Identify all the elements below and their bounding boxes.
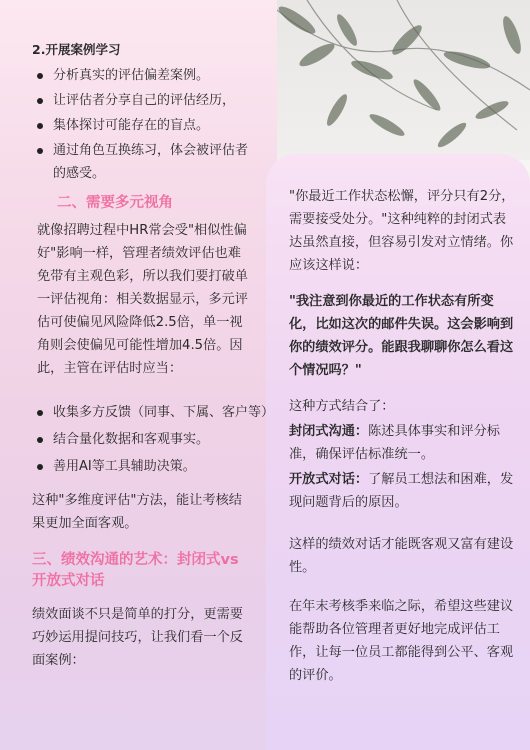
section2-heading: 2.开展案例学习 [32, 42, 121, 57]
closed-communication [289, 420, 517, 466]
closed-label: 封闭式沟通： [289, 424, 369, 439]
right-quote: "我注意到你最近的工作状态有所变化，比如这次的邮件失误。这会影响到你的绩效评分。能跟我聊聊你怎么看这个情况吗？" [289, 294, 514, 378]
plant-leaves-icon [277, 0, 530, 160]
open-text: 了解员工想法和困难，发现问题背后的原因。 [289, 472, 514, 510]
right-paragraph-three: 在年末考核季来临之际，希望这些建议能帮助各位管理者更好地完成评估工作，让每一位员工都能得到公平、客观的评价。 [289, 599, 514, 683]
paragraph-two: 就像招聘过程中HR常会受"相似性偏好"影响一样，管理者绩效评估也难免带有主观色彩，所以我们要打破单一评估视角：相关数据显示，多元评估可使偏见风险降低2.5倍，单一视角则会使偏见可能性增加4.5倍。因此，主管在评估时应当： [37, 223, 248, 376]
list-item: 让评估者分享自己的评估经历， [32, 89, 264, 112]
list-item: 结合量化数据和客观事实。 [32, 428, 272, 451]
bullet-list-two [32, 401, 275, 478]
right-paragraph-two: 这样的绩效对话才能既客观又富有建设性。 [289, 537, 514, 575]
right-paragraph-one: "你最近工作状态松懈，评分只有2分，需要接受处分。"这种纯粹的封闭式表达虽然直接，但容易引发对立情绪。你应该这样说： [289, 189, 515, 273]
section2-bullet-list [32, 64, 264, 185]
list-item: 通过角色互换练习，体会被评估者的感受。 [32, 139, 264, 185]
subheading-two: 二、需要多元视角 [57, 195, 173, 211]
open-dialogue [289, 468, 517, 514]
paragraph-three: 这种"多维度评估"方法，能让考核结果更加全面客观。 [32, 493, 242, 531]
list-item: 集体探讨可能存在的盲点。 [32, 114, 264, 137]
plant-photo [277, 0, 530, 160]
paragraph-four: 绩效面谈不只是简单的打分，更需要巧妙运用提问技巧，让我们看一个反面案例： [32, 607, 243, 668]
subheading-three: 三、绩效沟通的艺术：封闭式vs开放式对话 [32, 552, 239, 589]
list-item: 分析真实的评估偏差案例。 [32, 64, 264, 87]
list-item: 善用AI等工具辅助决策。 [32, 455, 272, 478]
list-item: 收集多方反馈（同事、下属、客户等） [32, 401, 272, 424]
combined-label: 这种方式结合了： [289, 399, 395, 414]
closed-text: 陈述具体事实和评分标准，确保评估标准统一。 [289, 424, 500, 462]
open-label: 开放式对话： [289, 472, 369, 487]
